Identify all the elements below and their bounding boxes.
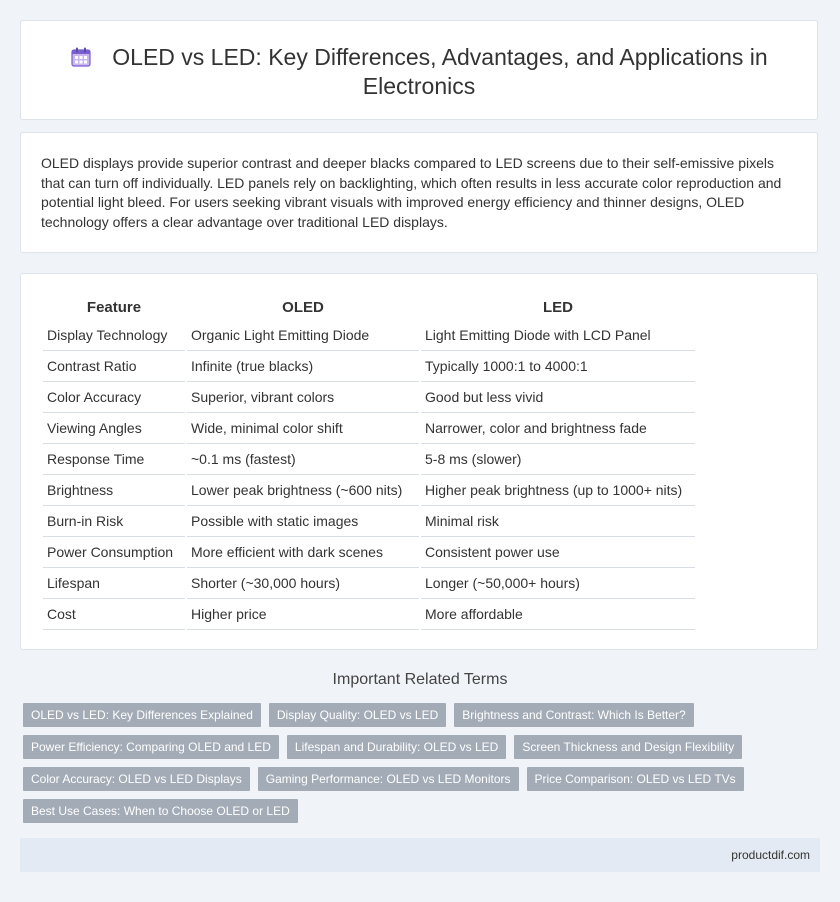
cell-feature: Color Accuracy — [43, 382, 186, 413]
header-card — [20, 20, 818, 120]
cell-oled: Shorter (~30,000 hours) — [186, 568, 420, 599]
cell-led: Longer (~50,000+ hours) — [420, 568, 695, 599]
table-row — [43, 599, 695, 630]
header-feature: Feature — [86, 298, 142, 316]
related-term-tag[interactable]: Screen Thickness and Design Flexibility — [514, 735, 742, 759]
cell-feature: Cost — [43, 599, 186, 630]
cell-oled: Higher price — [186, 599, 420, 630]
cell-feature: Display Technology — [43, 320, 186, 351]
table-row — [43, 537, 695, 568]
cell-led: Good but less vivid — [420, 382, 695, 413]
cell-oled: Lower peak brightness (~600 nits) — [186, 475, 420, 506]
cell-feature: Contrast Ratio — [43, 351, 186, 382]
table-row — [43, 506, 695, 537]
cell-led: Consistent power use — [420, 537, 695, 568]
cell-oled: Superior, vibrant colors — [186, 382, 420, 413]
cell-led: More affordable — [420, 599, 695, 630]
related-term-tag[interactable]: Color Accuracy: OLED vs LED Displays — [23, 767, 250, 791]
footer-site-link[interactable]: productdif.com — [731, 848, 810, 862]
intro-paragraph: OLED displays provide superior contrast and deeper blacks compared to LED screens due to their self-emissive pixels that can turn off individually. LED panels rely on backlighting, which often results in less accurate color reproduction and potential light bleed. For users seeking vibrant visuals with improved energy efficiency and thinner designs, OLED technology offers a clear advantage over traditional LED displays. — [41, 155, 782, 230]
cell-feature: Power Consumption — [43, 537, 186, 568]
intro-card — [20, 132, 818, 253]
header-led: LED — [420, 294, 695, 320]
cell-led: Typically 1000:1 to 4000:1 — [420, 351, 695, 382]
table-row — [43, 444, 695, 475]
footer-bar — [20, 838, 820, 872]
header-oled: OLED — [186, 294, 420, 320]
cell-oled: Possible with static images — [186, 506, 420, 537]
table-row — [43, 382, 695, 413]
cell-oled: ~0.1 ms (fastest) — [186, 444, 420, 475]
related-terms-list — [23, 703, 803, 823]
table-row — [43, 351, 695, 382]
cell-led: 5-8 ms (slower) — [420, 444, 695, 475]
cell-oled: Wide, minimal color shift — [186, 413, 420, 444]
comparison-table-card — [20, 273, 818, 650]
cell-led: Higher peak brightness (up to 1000+ nits) — [420, 475, 695, 506]
calendar-grid-icon — [70, 46, 92, 68]
cell-led: Narrower, color and brightness fade — [420, 413, 695, 444]
cell-feature: Viewing Angles — [43, 413, 186, 444]
table-row — [43, 320, 695, 351]
related-term-tag[interactable]: Brightness and Contrast: Which Is Better? — [454, 703, 693, 727]
cell-oled: Organic Light Emitting Diode — [186, 320, 420, 351]
related-term-tag[interactable]: Lifespan and Durability: OLED vs LED — [287, 735, 506, 759]
cell-feature: Response Time — [43, 444, 186, 475]
table-row — [43, 413, 695, 444]
cell-oled: More efficient with dark scenes — [186, 537, 420, 568]
cell-led: Light Emitting Diode with LCD Panel — [420, 320, 695, 351]
related-term-tag[interactable]: OLED vs LED: Key Differences Explained — [23, 703, 261, 727]
related-term-tag[interactable]: Display Quality: OLED vs LED — [269, 703, 446, 727]
page-title: OLED vs LED: Key Differences, Advantages, and Applications in Electronics — [112, 44, 768, 99]
cell-feature: Lifespan — [43, 568, 186, 599]
comparison-table — [43, 294, 695, 630]
cell-oled: Infinite (true blacks) — [186, 351, 420, 382]
table-row — [43, 568, 695, 599]
related-term-tag[interactable]: Best Use Cases: When to Choose OLED or LED — [23, 799, 298, 823]
related-term-tag[interactable]: Gaming Performance: OLED vs LED Monitors — [258, 767, 519, 791]
related-term-tag[interactable]: Price Comparison: OLED vs LED TVs — [527, 767, 744, 791]
related-terms-title: Important Related Terms — [332, 671, 508, 688]
cell-feature: Burn-in Risk — [43, 506, 186, 537]
table-row — [43, 475, 695, 506]
cell-feature: Brightness — [43, 475, 186, 506]
cell-led: Minimal risk — [420, 506, 695, 537]
table-header-row — [43, 294, 695, 320]
page-title-row — [61, 43, 777, 101]
related-term-tag[interactable]: Power Efficiency: Comparing OLED and LED — [23, 735, 279, 759]
